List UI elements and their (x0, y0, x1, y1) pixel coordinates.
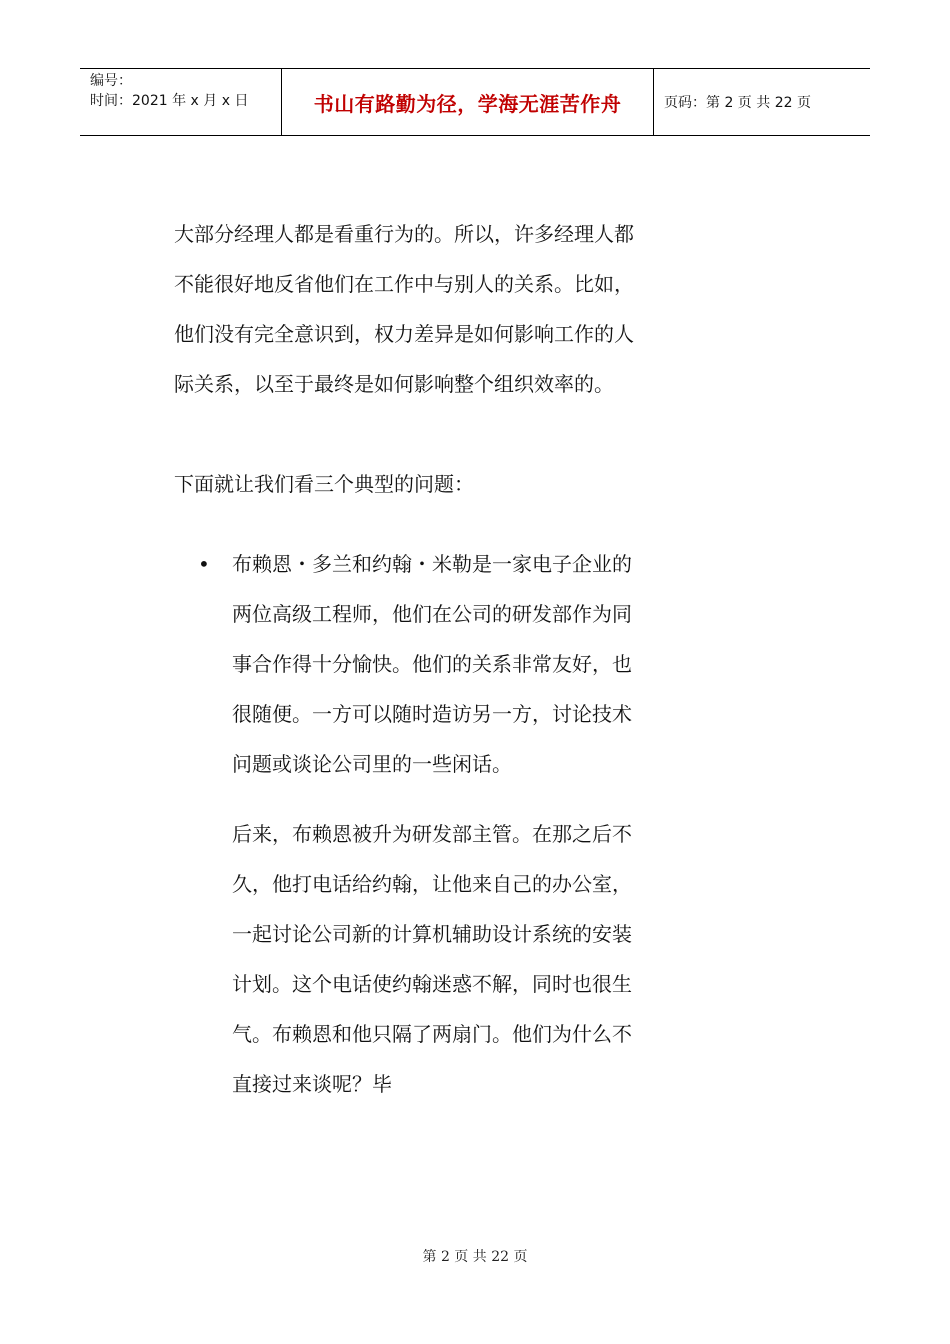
header-page-cell (654, 69, 870, 135)
page-footer: 第 2 页 共 22 页 (422, 1249, 528, 1265)
header-meta-cell (80, 69, 282, 135)
body-paragraph: 大部分经理人都是看重行为的。所以，许多经理人都不能很好地反省他们在工作中与别人的关系。比如，他们没有完全意识到，权力差异是如何影响工作的人际关系，以至于最终是如何影响整个组织效率的。 (174, 222, 634, 396)
header-motto-cell (282, 69, 654, 135)
bullet-item (174, 539, 649, 1109)
header-page-info: 页码：第 2 页 共 22 页 (664, 95, 811, 111)
serial-number-label: 编号： (90, 73, 132, 89)
document-header (80, 68, 870, 136)
bullet-paragraph-continued: 后来，布赖恩被升为研发部主管。在那之后不久，他打电话给约翰，让他来自己的办公室，一起讨论公司新的计算机辅助设计系统的安装计划。这个电话使约翰迷惑不解，同时也很生气。布赖恩和他只隔了两扇门。他们为什么不直接过来谈呢？毕 (232, 822, 632, 1096)
header-motto: 书山有路勤为径，学海无涯苦作舟 (313, 91, 622, 116)
date-line: 时间：2021 年 x 月 x 日 (90, 93, 249, 109)
bullet-paragraph: 布赖恩・多兰和约翰・米勒是一家电子企业的两位高级工程师，他们在公司的研发部作为同事合作得十分愉快。他们的关系非常友好，也很随便。一方可以随时造访另一方，讨论技术问题或谈论公司里的一些闲话。 (232, 552, 632, 776)
bullet-icon: • (198, 552, 210, 576)
body-paragraph-intro: 下面就让我们看三个典型的问题： (174, 472, 474, 496)
document-body (174, 209, 649, 1109)
